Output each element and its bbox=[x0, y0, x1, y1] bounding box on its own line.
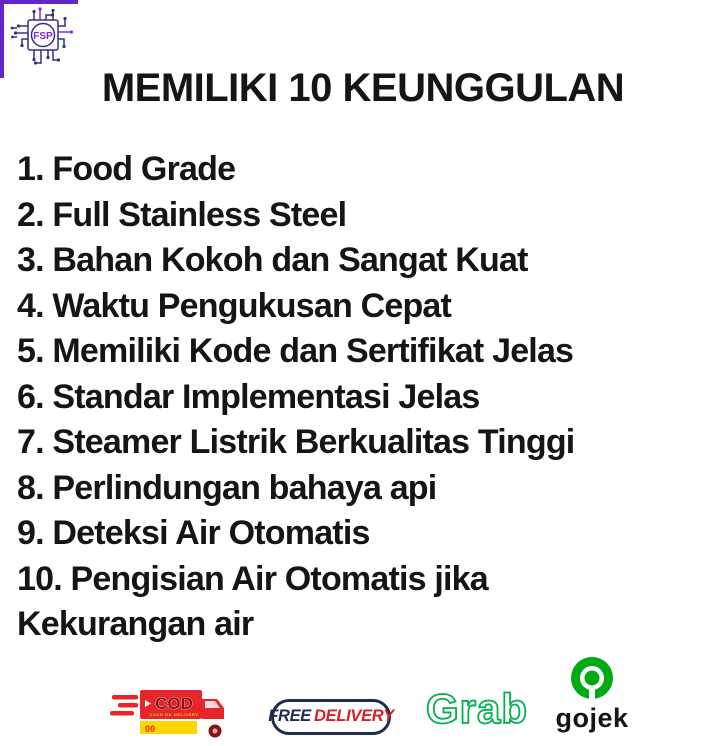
corner-border-top bbox=[0, 0, 78, 4]
feature-item-10: 10. Pengisian Air Otomatis jika bbox=[17, 559, 488, 598]
free-delivery-word-free: FREE bbox=[268, 706, 311, 725]
fsp-logo-text: FSP bbox=[33, 31, 53, 42]
free-delivery-badge bbox=[268, 699, 394, 735]
feature-item-3: 3. Bahan Kokoh dan Sangat Kuat bbox=[17, 241, 528, 279]
page-title: MEMILIKI 10 KEUNGGULAN bbox=[101, 66, 625, 110]
feature-item-9: 9. Deteksi Air Otomatis bbox=[17, 514, 370, 552]
feature-list bbox=[17, 147, 719, 648]
grab-logo bbox=[424, 684, 546, 732]
feature-item-7: 7. Steamer Listrik Berkualitas Tinggi bbox=[17, 423, 575, 461]
feature-item-6: 6. Standar Implementasi Jelas bbox=[17, 377, 480, 416]
grab-label: Grab bbox=[426, 685, 529, 732]
feature-item-4: 4. Waktu Pengukusan Cepat bbox=[17, 286, 452, 325]
gojek-label: gojek bbox=[555, 703, 629, 733]
gojek-ring-icon bbox=[568, 656, 616, 702]
grab-wordmark-icon bbox=[424, 684, 546, 732]
cod-logo bbox=[108, 687, 240, 741]
cod-bar-text: 00 bbox=[144, 724, 156, 734]
feature-item-10-continued: Kekurangan air bbox=[17, 605, 254, 643]
feature-item-8: 8. Perlindungan bahaya api bbox=[17, 468, 437, 507]
feature-item-5: 5. Memiliki Kode dan Sertifikat Jelas bbox=[17, 332, 574, 370]
gojek-logo bbox=[548, 656, 636, 732]
free-delivery-word-delivery: DELIVERY bbox=[314, 706, 394, 725]
feature-item-1: 1. Food Grade bbox=[17, 150, 236, 188]
cod-truck-icon bbox=[108, 687, 240, 741]
cod-sublabel: CASH ON DELIVERY bbox=[149, 712, 199, 717]
feature-item-2: 2. Full Stainless Steel bbox=[17, 195, 347, 234]
cod-label: COD bbox=[155, 694, 193, 713]
